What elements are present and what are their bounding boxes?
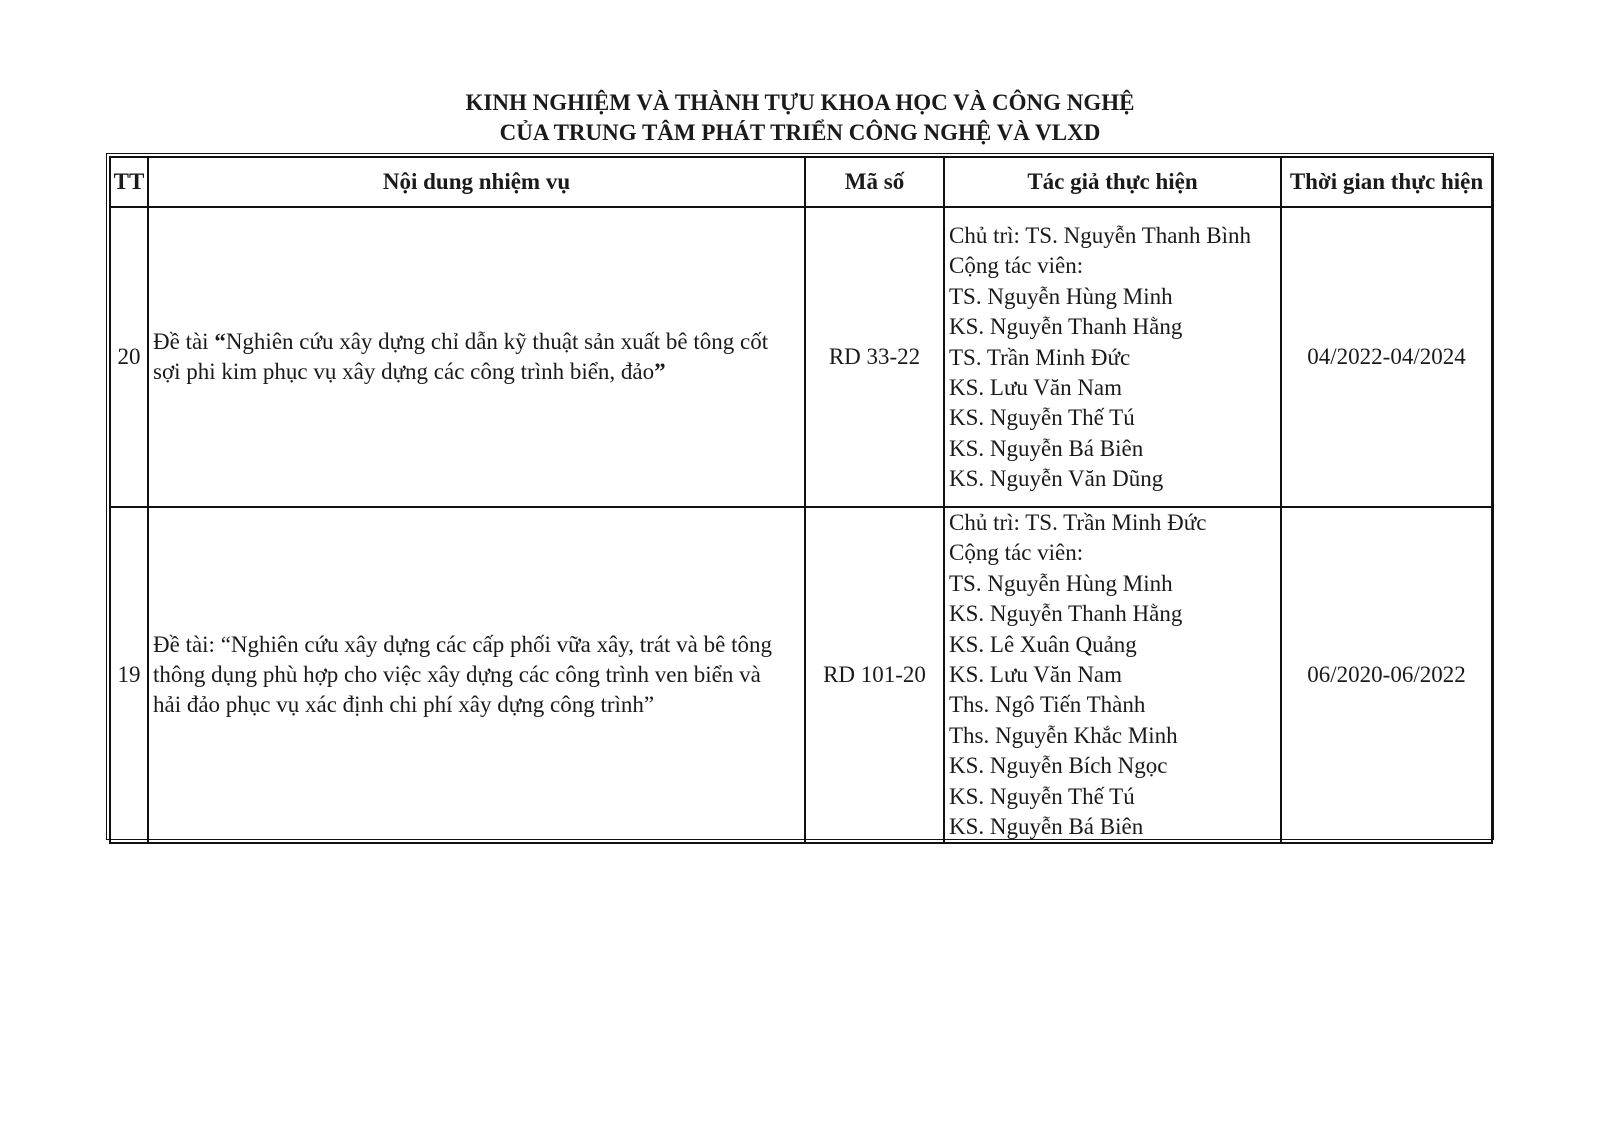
table-row <box>110 207 1492 507</box>
row-content <box>148 207 805 507</box>
author-line: KS. Lê Xuân Quảng <box>949 631 1137 657</box>
research-table <box>109 156 1493 844</box>
header-tt: TT <box>110 157 148 207</box>
open-quote: “ <box>214 328 226 354</box>
document-title <box>0 88 1600 148</box>
close-quote: ” <box>654 359 666 384</box>
row-time: 04/2022-04/2024 <box>1281 207 1492 507</box>
author-line: Chủ trì: TS. Nguyễn Thanh Bình <box>949 223 1251 248</box>
header-time: Thời gian thực hiện <box>1281 157 1492 207</box>
title-line-2: CỦA TRUNG TÂM PHÁT TRIỂN CÔNG NGHỆ VÀ VLXD <box>499 120 1101 145</box>
author-line: KS. Nguyễn Văn Dũng <box>949 466 1164 492</box>
author-line: Cộng tác viên: <box>949 540 1084 566</box>
table-frame <box>106 153 1494 840</box>
author-line: KS. Nguyễn Thế Tú <box>949 783 1135 809</box>
row-authors <box>944 507 1281 843</box>
author-line: TS. Nguyễn Hùng Minh <box>949 283 1173 309</box>
header-authors: Tác giả thực hiện <box>944 157 1281 207</box>
author-line: KS. Nguyễn Thanh Hằng <box>949 601 1183 627</box>
author-line: KS. Lưu Văn Nam <box>949 375 1123 401</box>
table-header-row <box>110 157 1492 207</box>
row-authors <box>944 207 1281 507</box>
author-line: KS. Nguyễn Bá Biên <box>949 814 1144 840</box>
row-number: 20 <box>110 207 148 507</box>
row-code: RD 33-22 <box>805 207 944 507</box>
title-line-1: KINH NGHIỆM VÀ THÀNH TỰU KHOA HỌC VÀ CÔNG NGHỆ <box>465 90 1135 115</box>
row-content: Đề tài: “Nghiên cứu xây dựng các cấp phối vữa xây, trát và bê tông thông dụng phù hợp cho việc xây dựng các công trình ven biển và hải đảo phục vụ xác định chi phí xây dựng công trình” <box>148 507 805 843</box>
author-line: KS. Nguyễn Bích Ngọc <box>949 753 1168 779</box>
author-line: KS. Lưu Văn Nam <box>949 662 1123 688</box>
author-line: Ths. Ngô Tiến Thành <box>949 692 1146 718</box>
content-body: Nghiên cứu xây dựng chỉ dẫn kỹ thuật sản xuất bê tông cốt sợi phi kim phục vụ xây dựng các công trình biển, đảo <box>153 328 769 384</box>
author-line: TS. Nguyễn Hùng Minh <box>949 570 1173 596</box>
content-prefix: Đề tài <box>153 328 215 354</box>
author-line: KS. Nguyễn Bá Biên <box>949 435 1144 461</box>
author-line: KS. Nguyễn Thế Tú <box>949 405 1135 431</box>
row-number: 19 <box>110 507 148 843</box>
author-line: Ths. Nguyễn Khắc Minh <box>949 722 1178 748</box>
row-code: RD 101-20 <box>805 507 944 843</box>
header-content: Nội dung nhiệm vụ <box>148 157 805 207</box>
author-line: Chủ trì: TS. Trần Minh Đức <box>949 510 1207 535</box>
header-code: Mã số <box>805 157 944 207</box>
author-line: Cộng tác viên: <box>949 253 1084 279</box>
author-line: KS. Nguyễn Thanh Hằng <box>949 314 1183 340</box>
author-line: TS. Trần Minh Đức <box>949 344 1131 370</box>
table-row <box>110 507 1492 843</box>
row-time: 06/2020-06/2022 <box>1281 507 1492 843</box>
